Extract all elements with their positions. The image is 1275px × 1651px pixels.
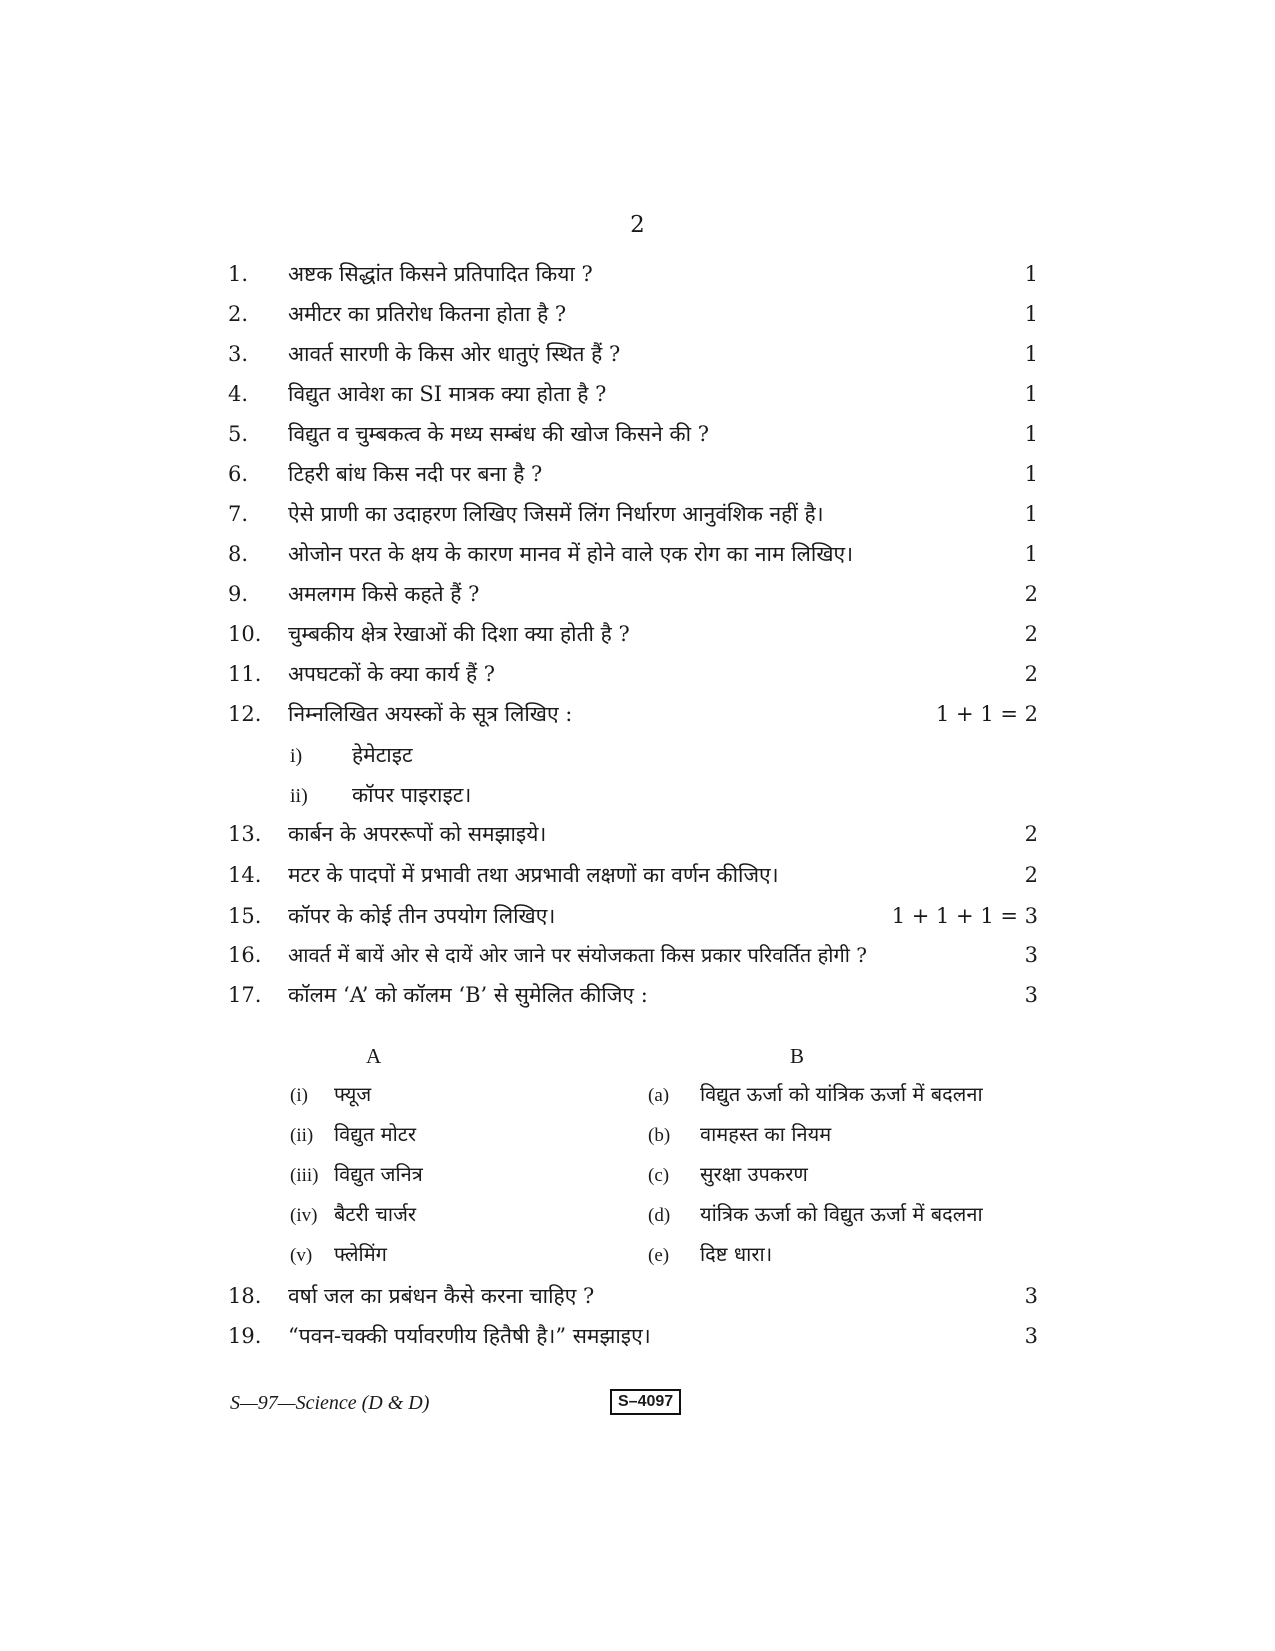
column-a-item	[290, 1116, 416, 1152]
question-text: वर्षा जल का प्रबंधन कैसे करना चाहिए ?	[288, 1284, 595, 1308]
sub-item	[290, 778, 471, 812]
question-text: ऐसे प्राणी का उदाहरण लिखिए जिसमें लिंग निर्धारण आनुवंशिक नहीं है।	[288, 502, 824, 526]
question-text: टिहरी बांध किस नदी पर बना है ?	[288, 462, 543, 486]
item-label: (e)	[648, 1245, 670, 1266]
question-marks: 2	[1024, 582, 1038, 606]
question-5	[228, 416, 1038, 452]
column-b-item	[648, 1236, 772, 1272]
paper-code-box: S–4097	[610, 1389, 681, 1415]
question-6	[228, 456, 1038, 492]
item-text: विद्युत जनित्र	[334, 1162, 423, 1186]
question-number: 18.	[228, 1284, 262, 1308]
column-b-heading: B	[790, 1044, 805, 1068]
question-text: “पवन-चक्की पर्यावरणीय हितैषी है।” समझाइए।	[288, 1324, 651, 1348]
question-marks: 1	[1024, 302, 1038, 326]
question-text: अमीटर का प्रतिरोध कितना होता है ?	[288, 302, 567, 326]
question-number: 13.	[228, 822, 262, 846]
question-text: आवर्त में बायें ओर से दायें ओर जाने पर संयोजकता किस प्रकार परिवर्तित होगी ?	[288, 943, 868, 967]
item-text: फ्लेमिंग	[334, 1242, 387, 1266]
sub-item-label: i)	[290, 745, 303, 767]
question-text: अपघटकों के क्या कार्य हैं ?	[288, 662, 496, 686]
question-text: कार्बन के अपररूपों को समझाइये।	[288, 822, 547, 846]
question-text: विद्युत व चुम्बकत्व के मध्य सम्बंध की खोज किसने की ?	[288, 422, 709, 446]
sub-item	[290, 738, 413, 772]
question-19	[228, 1318, 1038, 1354]
item-text: विद्युत ऊर्जा को यांत्रिक ऊर्जा में बदलना	[700, 1082, 983, 1106]
question-10	[228, 616, 1038, 652]
question-marks: 1 + 1 + 1 = 3	[891, 904, 1038, 928]
column-a-item	[290, 1076, 371, 1112]
question-11	[228, 656, 1038, 692]
page-number: 2	[630, 212, 645, 238]
question-9	[228, 576, 1038, 612]
question-12	[228, 696, 1038, 732]
question-text: ओजोन परत के क्षय के कारण मानव में होने वाले एक रोग का नाम लिखिए।	[288, 542, 854, 566]
question-text: कॉपर के कोई तीन उपयोग लिखिए।	[288, 904, 556, 928]
question-marks: 2	[1024, 822, 1038, 846]
question-18	[228, 1278, 1038, 1314]
question-8	[228, 536, 1038, 572]
question-number: 11.	[228, 662, 262, 686]
question-text: अष्टक सिद्धांत किसने प्रतिपादित किया ?	[288, 262, 593, 286]
question-marks: 3	[1024, 1324, 1038, 1348]
question-marks: 2	[1024, 662, 1038, 686]
item-text: बैटरी चार्जर	[334, 1202, 417, 1226]
question-marks: 3	[1024, 1284, 1038, 1308]
question-marks: 1	[1024, 502, 1038, 526]
item-text: दिष्ट धारा।	[700, 1242, 773, 1266]
question-number: 7.	[228, 502, 249, 526]
column-b-item	[648, 1156, 808, 1192]
question-number: 2.	[228, 302, 249, 326]
item-label: (ii)	[290, 1125, 314, 1146]
question-text: निम्नलिखित अयस्कों के सूत्र लिखिए :	[288, 702, 573, 726]
question-marks: 1	[1024, 342, 1038, 366]
question-text: आवर्त सारणी के किस ओर धातुएं स्थित हैं ?	[288, 342, 621, 366]
sub-item-text: हेमेटाइट	[352, 743, 413, 767]
question-marks: 3	[1024, 983, 1038, 1007]
question-3	[228, 336, 1038, 372]
question-number: 19.	[228, 1324, 262, 1348]
column-a-item	[290, 1236, 387, 1272]
sub-item-label: ii)	[290, 785, 308, 807]
question-number: 14.	[228, 863, 262, 887]
question-text: चुम्बकीय क्षेत्र रेखाओं की दिशा क्या होती है ?	[288, 622, 630, 646]
item-label: (b)	[648, 1125, 671, 1146]
item-text: फ्यूज	[334, 1082, 372, 1106]
question-16	[228, 937, 1038, 973]
column-a-item	[290, 1196, 416, 1232]
question-number: 16.	[228, 943, 262, 967]
question-number: 15.	[228, 904, 262, 928]
item-text: वामहस्त का नियम	[700, 1122, 832, 1146]
question-text: विद्युत आवेश का SI मात्रक क्या होता है ?	[288, 382, 607, 406]
question-number: 1.	[228, 262, 249, 286]
item-label: (iii)	[290, 1165, 319, 1186]
column-b-item	[648, 1116, 831, 1152]
item-label: (v)	[290, 1245, 313, 1266]
item-label: (d)	[648, 1205, 671, 1226]
item-label: (iv)	[290, 1205, 318, 1226]
question-number: 8.	[228, 542, 249, 566]
question-number: 9.	[228, 582, 249, 606]
question-15	[228, 898, 1038, 934]
question-1	[228, 256, 1038, 292]
sub-item-text: कॉपर पाइराइट।	[352, 783, 472, 807]
item-label: (c)	[648, 1165, 670, 1186]
column-a-heading: A	[366, 1044, 382, 1068]
question-number: 4.	[228, 382, 249, 406]
item-text: यांत्रिक ऊर्जा को विद्युत ऊर्जा में बदलना	[700, 1202, 983, 1226]
question-number: 12.	[228, 702, 262, 726]
footer-subject: S—97—Science (D & D)	[230, 1392, 430, 1414]
item-text: सुरक्षा उपकरण	[700, 1162, 808, 1186]
question-number: 17.	[228, 983, 262, 1007]
question-number: 10.	[228, 622, 262, 646]
question-2	[228, 296, 1038, 332]
question-number: 5.	[228, 422, 249, 446]
question-text: मटर के पादपों में प्रभावी तथा अप्रभावी लक्षणों का वर्णन कीजिए।	[288, 863, 779, 887]
question-4	[228, 376, 1038, 412]
question-text: कॉलम ‘A’ को कॉलम ‘B’ से सुमेलित कीजिए :	[288, 983, 648, 1007]
question-14	[228, 857, 1038, 893]
question-17	[228, 977, 1038, 1013]
question-marks: 2	[1024, 622, 1038, 646]
question-7	[228, 496, 1038, 532]
question-text: अमलगम किसे कहते हैं ?	[288, 582, 480, 606]
item-label: (i)	[290, 1085, 308, 1106]
question-marks: 3	[1024, 943, 1038, 967]
item-label: (a)	[648, 1085, 670, 1106]
item-text: विद्युत मोटर	[334, 1122, 417, 1146]
question-marks: 1	[1024, 262, 1038, 286]
question-marks: 1	[1024, 422, 1038, 446]
question-marks: 1	[1024, 382, 1038, 406]
question-marks: 1	[1024, 542, 1038, 566]
question-marks: 1	[1024, 462, 1038, 486]
question-marks: 1 + 1 = 2	[936, 702, 1038, 726]
column-b-item	[648, 1196, 983, 1232]
column-a-item	[290, 1156, 423, 1192]
question-number: 3.	[228, 342, 249, 366]
column-b-item	[648, 1076, 983, 1112]
question-13	[228, 816, 1038, 852]
question-number: 6.	[228, 462, 249, 486]
question-marks: 2	[1024, 863, 1038, 887]
